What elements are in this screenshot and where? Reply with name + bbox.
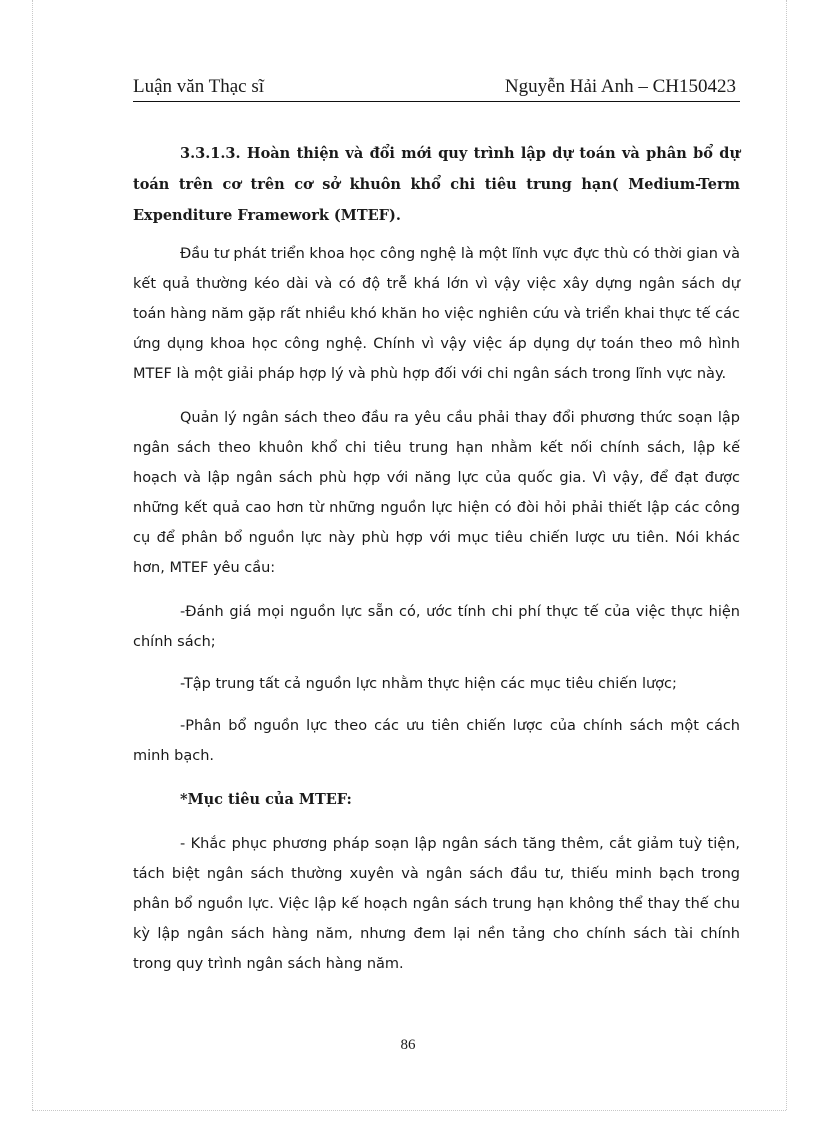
list-item: -Đánh giá mọi nguồn lực sẵn có, ước tính chi phí thực tế của việc thực hiện chính sách; <box>133 604 740 650</box>
page-border-bottom <box>32 1110 786 1111</box>
paragraph: Đầu tư phát triển khoa học công nghệ là một lĩnh vực đực thù có thời gian và kết quả thường kéo dài và có độ trễ khá lớn vì vậy việc xây dựng ngân sách dự toán hàng năm gặp rất nhiều khó khăn ho việc nghiên cứu và triển khai thực tế các ứng dụng khoa học công nghệ. Chính vì vậy việc áp dụng dự toán theo mô hình MTEF là một giải pháp hợp lý và phù hợp đối với chi ngân sách trong lĩnh vực này. <box>133 246 741 382</box>
paragraph: Quản lý ngân sách theo đầu ra yêu cầu phải thay đổi phương thức soạn lập ngân sách theo khuôn khổ chi tiêu trung hạn nhằm kết nối chính sách, lập kế hoạch và lập ngân sách phù hợp với năng lực của quốc gia. Vì vậy, để đạt được những kết quả cao hơn từ những nguồn lực hiện có đòi hỏi phải thiết lập các công cụ để phân bổ nguồn lực này phù hợp với mục tiêu chiến lược ưu tiên. Nói khác hơn, MTEF yêu cầu: <box>133 410 740 576</box>
list-item: -Phân bổ nguồn lực theo các ưu tiên chiến lược của chính sách một cách minh bạch. <box>133 718 740 764</box>
header-author: Nguyễn Hải Anh – CH150423 <box>504 76 736 97</box>
page-header <box>133 73 740 102</box>
page-body <box>133 138 740 993</box>
page-number: 86 <box>400 1037 416 1053</box>
header-thesis-type: Luận văn Thạc sĩ <box>133 76 265 97</box>
objectives-heading: *Mục tiêu của MTEF: <box>180 791 352 808</box>
page-border-right <box>786 0 787 1110</box>
section-heading: 3.3.1.3. Hoàn thiện và đổi mới quy trình lập dự toán và phân bổ dự toán trên cơ trên cơ sở khuôn khổ chi tiêu trung hạn( Medium-Term Expenditure Framework (MTEF). <box>133 145 740 224</box>
list-item: -Tập trung tất cả nguồn lực nhằm thực hiện các mục tiêu chiến lược; <box>180 676 677 692</box>
objective-paragraph: - Khắc phục phương pháp soạn lập ngân sách tăng thêm, cắt giảm tuỳ tiện, tách biệt ngân sách thường xuyên và ngân sách đầu tư, thiếu minh bạch trong phân bổ nguồn lực. Việc lập kế hoạch ngân sách trung hạn không thể thay thế chu kỳ lập ngân sách hàng năm, nhưng đem lại nền tảng cho chính sách tài chính trong quy trình ngân sách hàng năm. <box>133 836 740 972</box>
page-border-left <box>32 0 33 1110</box>
